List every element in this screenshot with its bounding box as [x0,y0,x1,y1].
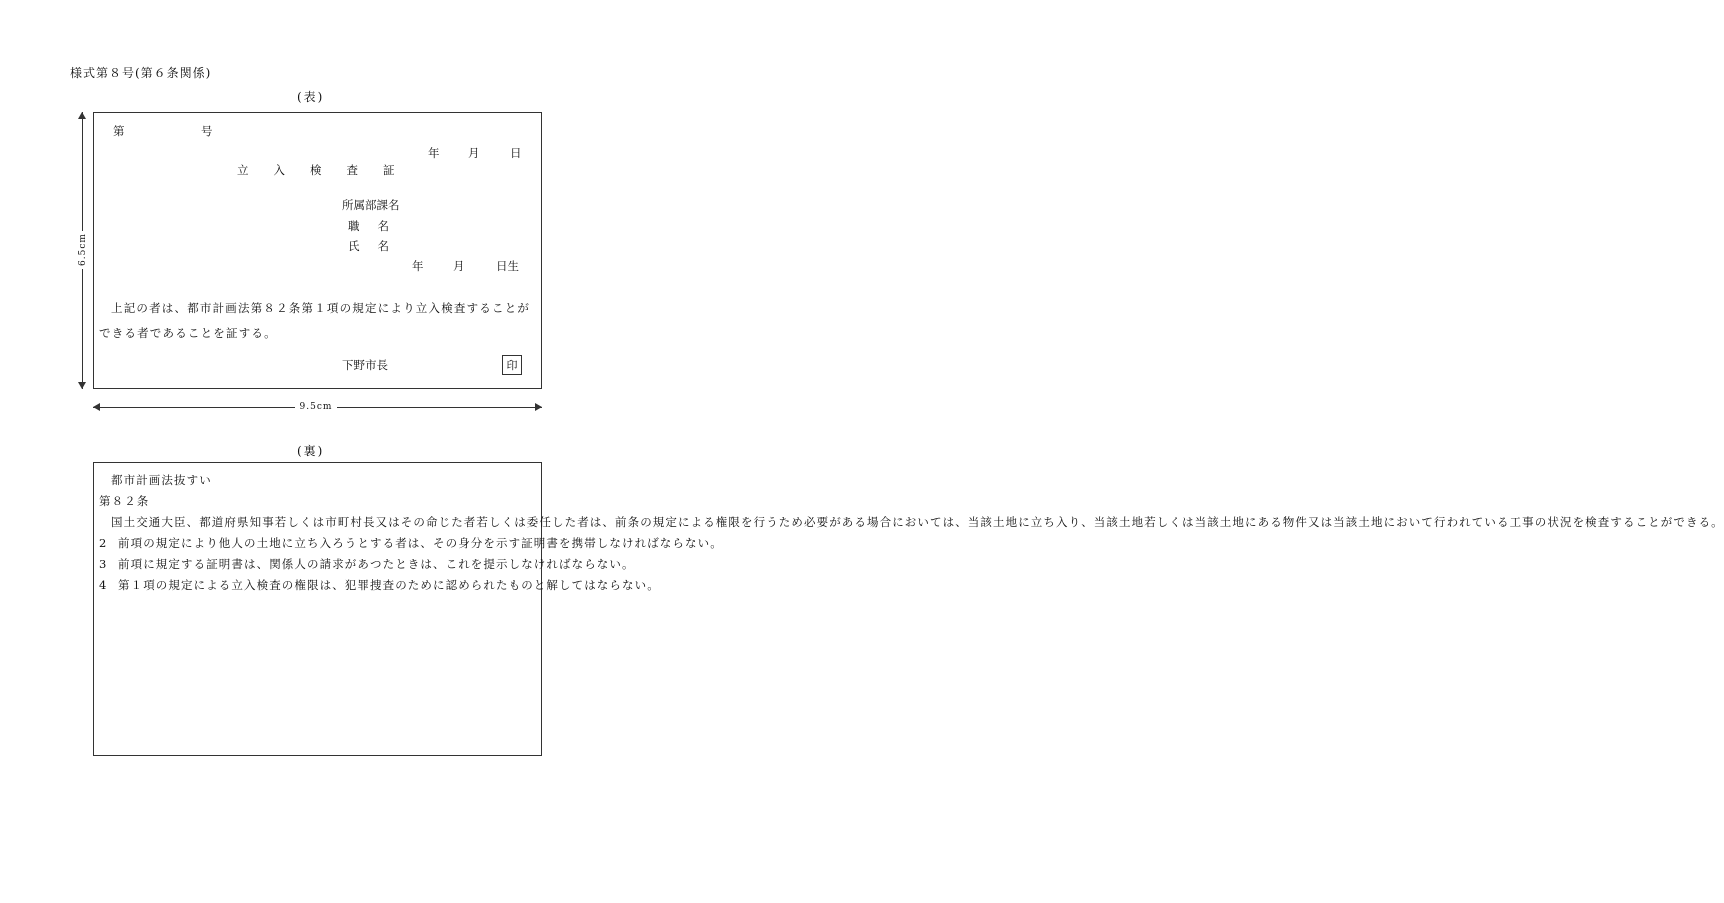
width-dimension-label: 9.5cm [295,400,337,414]
birth-month: 月 [453,259,465,273]
law-heading: 都市計画法抜すい [111,473,212,487]
height-dimension-label: 6.5cm [74,231,92,269]
issuer-name: 下野市長 [342,358,388,372]
certificate-back-card [93,462,1724,756]
clause-3-text: 前項に規定する証明書は、関係人の請求があつたときは、これを提示しなければならない。 [118,557,635,571]
clause-3 [99,554,635,575]
form-title: 様式第８号(第６条関係) [70,66,212,80]
clause-3-number: 3 [99,557,108,571]
back-heading: (裏) [297,444,325,458]
number-label-left: 第 [113,124,125,138]
clause-2-text: 前項の規定により他人の土地に立ち入ろうとする者は、その身分を示す証明書を携帯しなければならない。 [118,536,723,550]
clause-2-number: 2 [99,536,108,550]
clause-4 [99,575,660,596]
birth-year: 年 [412,259,424,273]
front-heading: (表) [297,90,325,104]
job-title-label: 職名 [348,219,407,233]
number-label-right: 号 [201,124,213,138]
certificate-title: 立入検査証 [237,163,420,177]
seal-box: 印 [502,355,522,375]
clause-4-text: 第１項の規定による立入検査の権限は、犯罪捜査のために認められたものと解してはならない。 [118,578,660,592]
department-label: 所属部課名 [342,198,400,212]
article-heading: 第８２条 [99,494,150,508]
clause-4-number: 4 [99,578,108,592]
name-label: 氏名 [348,239,407,253]
issue-date-month: 月 [468,146,480,160]
issue-date-day: 日 [510,146,522,160]
clause-2 [99,533,723,554]
paragraph-1: 国土交通大臣、都道府県知事若しくは市町村長又はその命じた者若しくは委任した者は、前条の規定による権限を行うため必要がある場合においては、当該土地に立ち入り、当該土地若しくは当該土地にある物件又は当該土地において行われている工事の状況を検査することができる。 [111,515,1724,529]
issue-date-year: 年 [428,146,440,160]
law-excerpt-text [99,470,1724,596]
certification-text: 上記の者は、都市計画法第８２条第１項の規定により立入検査することができる者であることを証する。 [99,301,531,340]
birth-day: 日生 [496,259,519,273]
certificate-front-card [93,112,542,389]
